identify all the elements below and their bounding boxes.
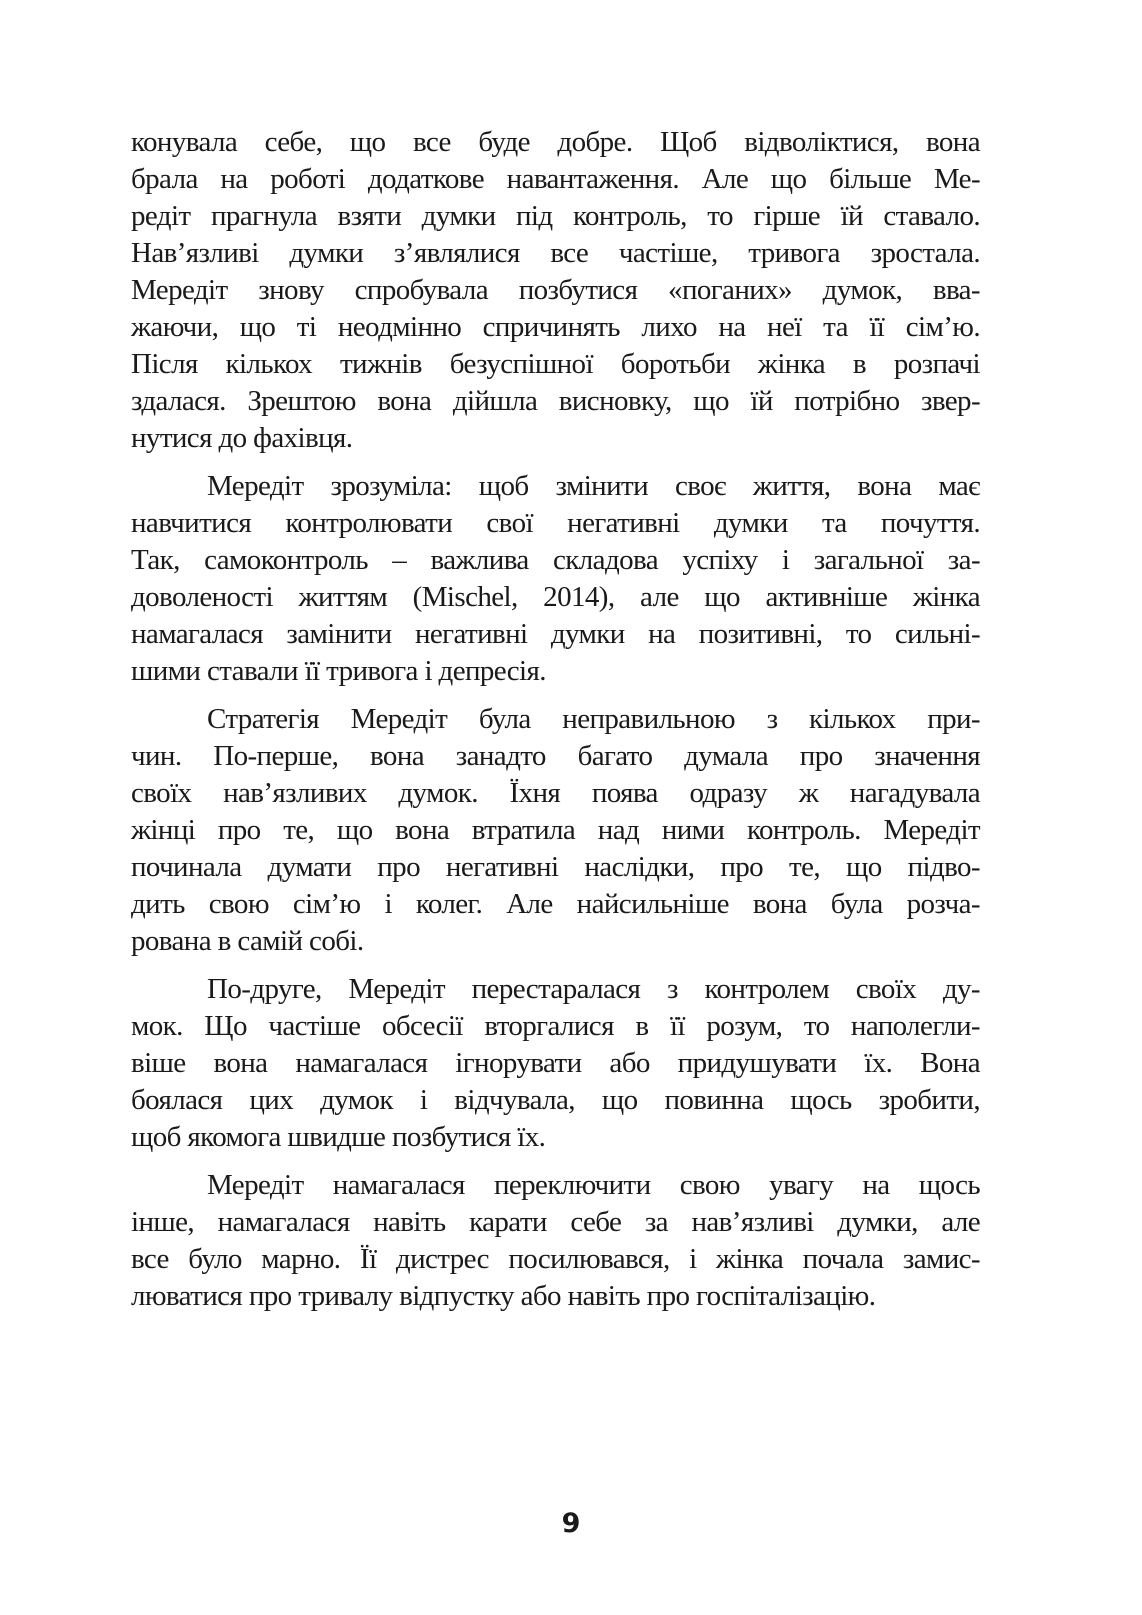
text-line: шими ставали її тривога і депресія.	[131, 655, 546, 687]
text-line: інше, намагалася навіть карати себе за нав’язливі думки, але	[131, 1206, 980, 1238]
body-text	[131, 124, 980, 1326]
text-line: Нав’язливі думки з’являлися все частіше, тривога зростала.	[131, 237, 980, 269]
paragraph	[131, 1167, 980, 1315]
text-line: мок. Що частіше обсесії вторгалися в її розум, то наполегли-	[131, 1010, 980, 1042]
text-line: редіт прагнула взяти думки під контроль, то гірше їй ставало.	[131, 200, 980, 232]
text-line: Так, самоконтроль – важлива складова успіху і загальної за-	[131, 544, 980, 576]
text-line: люватися про тривалу відпустку або навіть про госпіталізацію.	[131, 1280, 876, 1312]
page-number: 9	[561, 1508, 581, 1539]
text-line: По-друге, Мередіт перестаралася з контролем своїх ду-	[207, 973, 980, 1005]
text-line: Мередіт зрозуміла: щоб змінити своє життя, вона має	[207, 470, 980, 502]
text-line: Мередіт намагалася переключити свою увагу на щось	[207, 1169, 980, 1201]
text-line: навчитися контролювати свої негативні думки та почуття.	[131, 507, 980, 539]
text-line: дить свою сім’ю і колег. Але найсильніше вона була розча-	[131, 888, 980, 920]
text-line: конувала себе, що все буде добре. Щоб відволіктися, вона	[131, 126, 980, 158]
text-line: своїх нав’язливих думок. Їхня поява одразу ж нагадувала	[131, 777, 980, 809]
text-line: Мередіт знову спробувала позбутися «поганих» думок, вва-	[131, 274, 980, 306]
text-line: чин. По-перше, вона занадто багато думала про значення	[131, 740, 980, 772]
text-line: Після кількох тижнів безуспішної боротьби жінка в розпачі	[131, 348, 980, 380]
paragraph	[131, 124, 980, 457]
paragraph	[131, 701, 980, 960]
text-line: рована в самій собі.	[131, 925, 364, 957]
text-line: щоб якомога швидше позбутися їх.	[131, 1121, 546, 1153]
text-line: здалася. Зрештою вона дійшла висновку, що їй потрібно звер-	[131, 385, 980, 417]
text-line: віше вона намагалася ігнорувати або придушувати їх. Вона	[131, 1047, 980, 1079]
text-line: боялася цих думок і відчувала, що повинна щось зробити,	[131, 1084, 980, 1116]
text-line: починала думати про негативні наслідки, про те, що підво-	[131, 851, 980, 883]
text-line: жінці про те, що вона втратила над ними контроль. Мередіт	[131, 814, 980, 846]
text-line: намагалася замінити негативні думки на позитивні, то сильні-	[131, 618, 980, 650]
text-line: брала на роботі додаткове навантаження. Але що більше Ме-	[131, 163, 980, 195]
text-line: доволеності життям (Mischel, 2014), але що активніше жінка	[131, 581, 980, 613]
paragraph	[131, 468, 980, 690]
text-line: жаючи, що ті неодмінно спричинять лихо на неї та її сім’ю.	[131, 311, 980, 343]
text-line: все було марно. Її дистрес посилювався, і жінка почала замис-	[131, 1243, 980, 1275]
text-line: Стратегія Мередіт була неправильною з кількох при-	[207, 703, 980, 735]
paragraph	[131, 971, 980, 1156]
text-line: нутися до фахівця.	[131, 422, 353, 454]
